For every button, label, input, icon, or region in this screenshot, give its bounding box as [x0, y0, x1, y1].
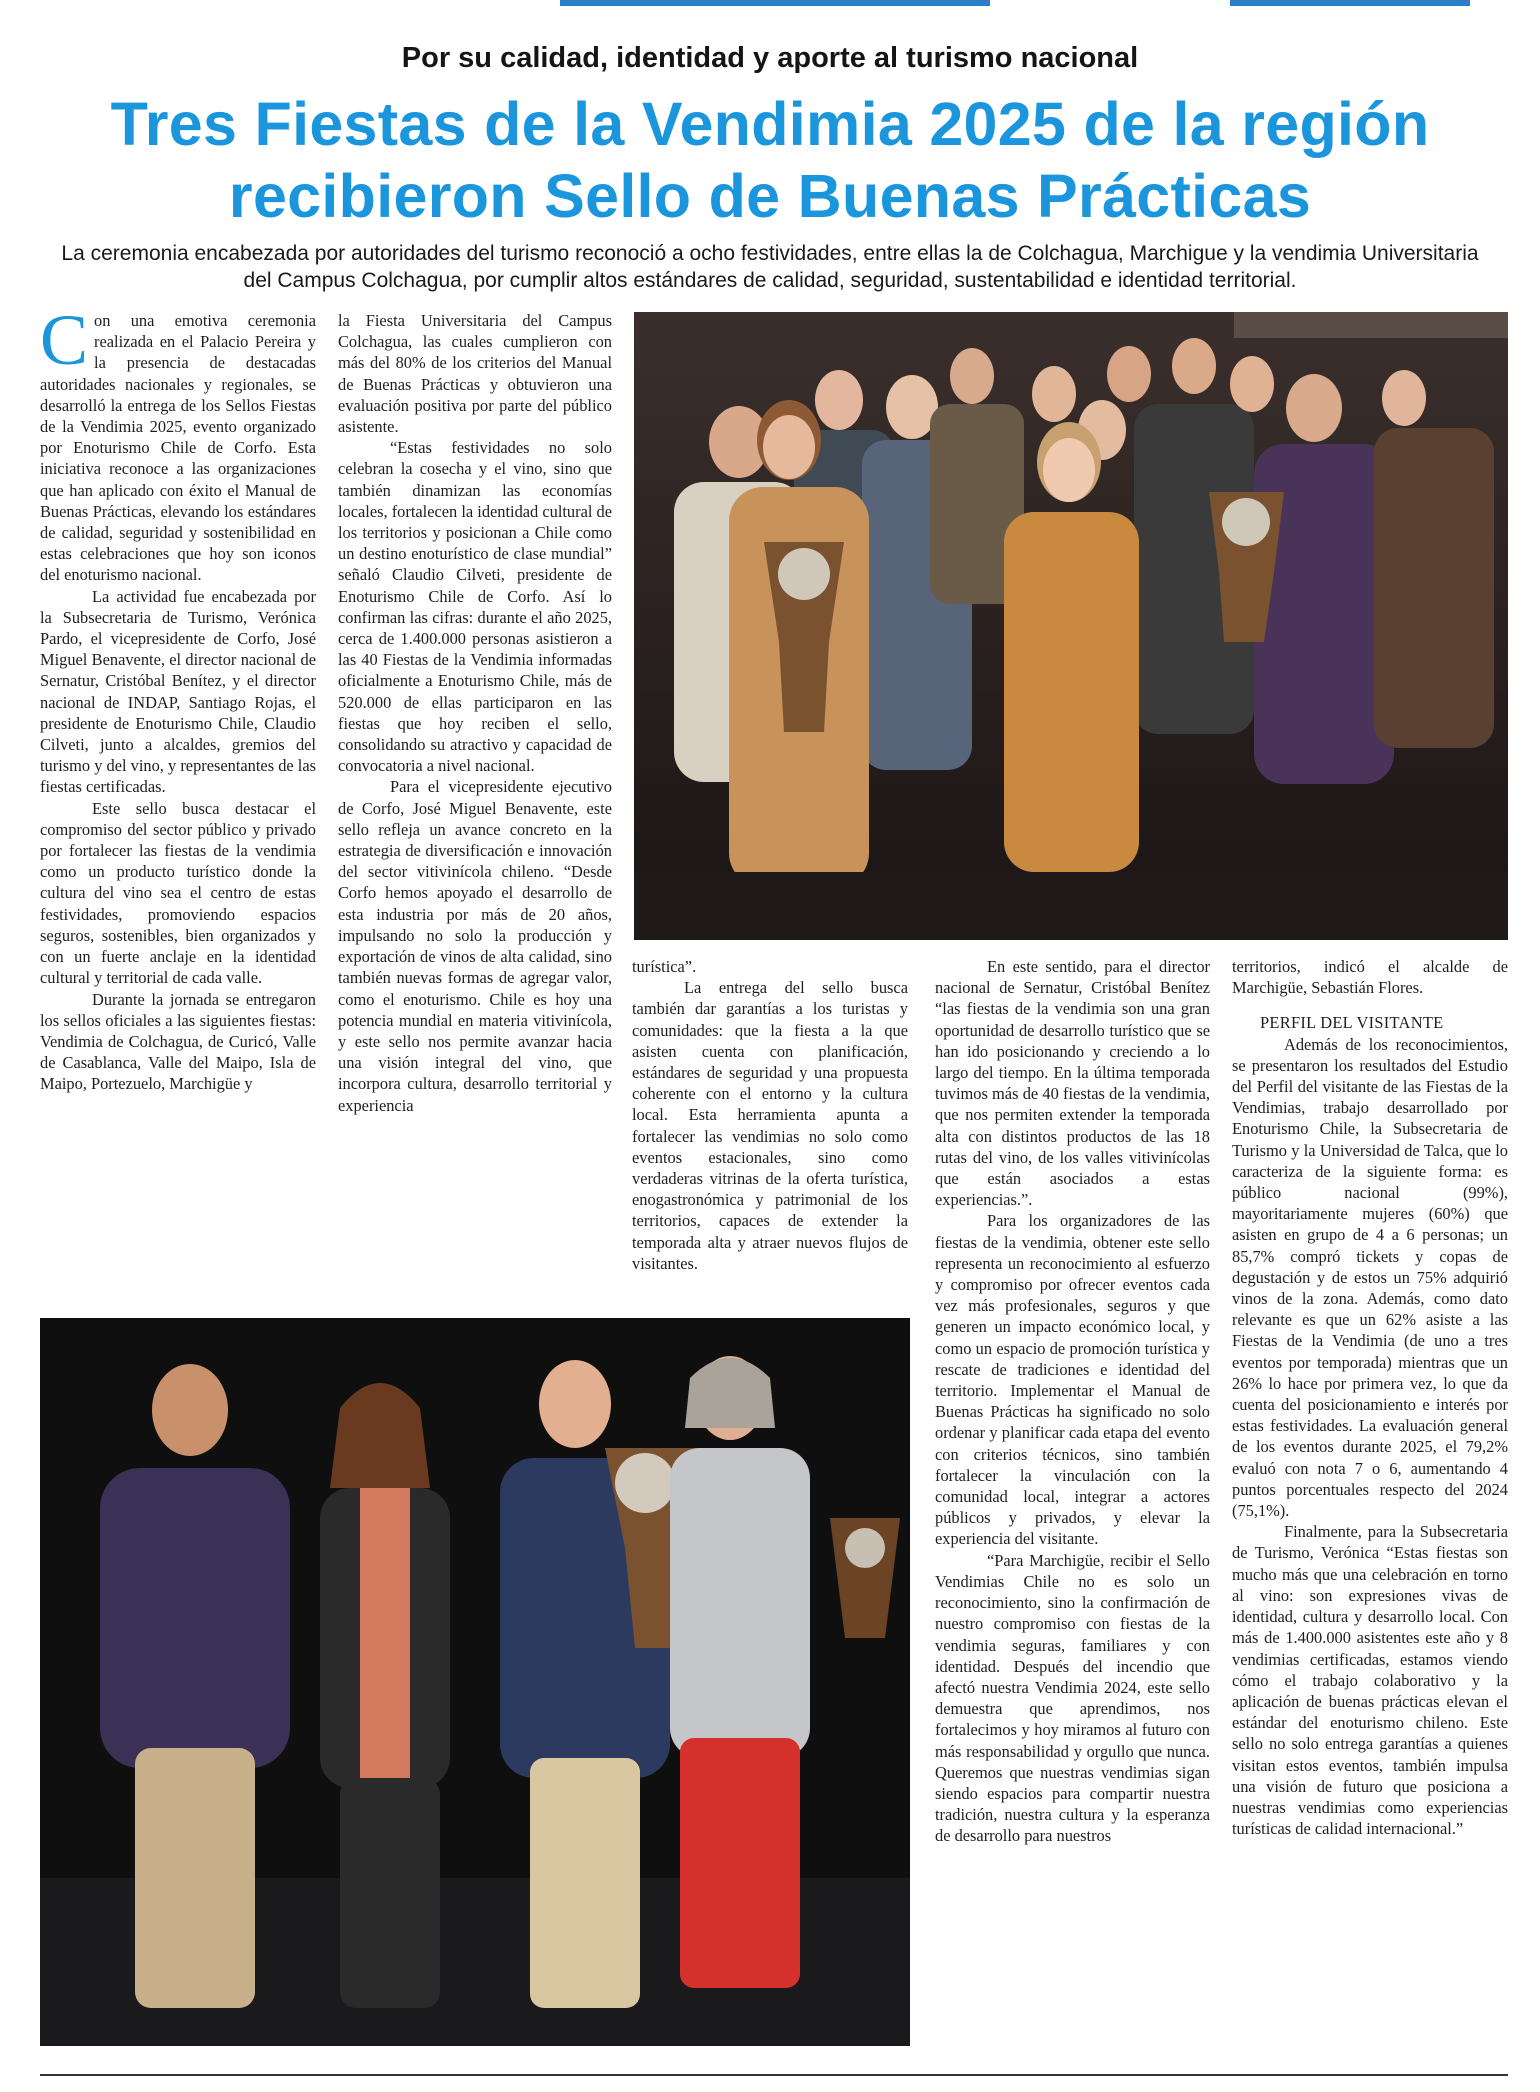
headline [20, 88, 1520, 232]
section-heading: PERFIL DEL VISITANTE [1260, 1013, 1444, 1033]
paragraph: En este sentido, para el director nacional de Sernatur, Cristóbal Benítez “las fiestas de la vendimia son una gran oportunidad de desarrollo turístico que se han ido posicionando y creciendo a lo largo del tiempo. En la última temporada tuvimos más de 40 fiestas de la vendimia, que nos permiten extender la temporada alta con distintos productos de las 18 rutas del vino, de los valles vitivinícolas que están asociados a estas experiencias.”. [935, 957, 1210, 1210]
article-column-2 [338, 310, 612, 1116]
group-photo-illustration [634, 312, 1508, 940]
article-column-4 [935, 956, 1210, 1847]
paragraph: Con una emotiva ceremonia realizada en el Palacio Pereira y la presencia de destacadas autoridades nacionales y regionales, se desarrolló la entrega de los Sellos Fiestas de la Vendimia 2025, evento organizado por Enoturismo Chile de Corfo. Esta iniciativa reconoce a las organizaciones que han aplicado con éxito el Manual de Buenas Prácticas, elevando los estándares de calidad, seguridad y sostenibilidad en estas celebraciones que hoy son iconos del enoturismo nacional. [40, 300, 316, 585]
paragraph: Durante la jornada se entregaron los sellos oficiales a las siguientes fiestas: Vendimia de Colchagua, de Curicó, Valle de Casablanca, Valle del Maipo, Isla de Maipo, Portezuelo, Marchigüe y [40, 989, 316, 1094]
paragraph: Además de los reconocimientos, se presentaron los resultados del Estudio del Perfil del visitante de las Fiestas de la Vendimias, trabajo desarrollado por Enoturismo Chile, la Subsecretaria de Turismo y la Universidad de Talca, que lo caracteriza de la siguiente forma: es público nacional (99%), mayoritariamente mujeres (60%) que asisten en grupo de 4 a 6 personas; un 85,7% compró tickets y copas de degustación y de estos un 75% adquirió vinos de la zona. Además, como dato relevante es que un 62% asiste a las Fiestas de la Vendimia (de uno a tres eventos por temporada) mientras que un 26% lo hace por primera vez, lo que da cuenta del posicionamiento e interés por estas festividades. La evaluación general de los eventos durante 2025, el 79,2% evaluó con nota 7 o 6, aumentando 4 puntos porcentuales respecto del 2024 (75,1%). [1232, 1034, 1508, 1521]
award-photo-illustration [40, 1318, 910, 2046]
paragraph: territorios, indicó el alcalde de Marchigüe, Sebastián Flores. [1232, 957, 1508, 998]
kicker: Por su calidad, identidad y aporte al turismo nacional [401, 42, 1139, 74]
paragraph: La entrega del sello busca también dar garantías a los turistas y comunidades: que la fiesta a la que asisten cuenta con planificación, estándares de seguridad y una propuesta coherente con el entorno y la cultura local. Esta herramienta apunta a fortalecer las vendimias no solo como eventos estacionales, sino como verdaderas vitrinas de la oferta turística, enogastronómica y patrimonial de los territorios, capaces de extender la temporada alta y atraer nuevos flujos de visitantes. [632, 978, 908, 1273]
paragraph: Este sello busca destacar el compromiso del sector público y privado por fortalecer las fiestas de la vendimia como un producto turístico donde la cultura del vino sea el centro de estas festividades, promoviendo espacios seguros, sostenibles, bien organizados y con un fuerte anclaje en la identidad cultural y territorial de cada valle. [40, 798, 316, 988]
section-tab [560, 0, 990, 6]
paragraph: Para el vicepresidente ejecutivo de Corfo, José Miguel Benavente, este sello refleja un avance concreto en la estrategia de diversificación e innovación del sector vitivinícola chileno. “Desde Corfo hemos apoyado el desarrollo de esta industria por más de 20 años, impulsando no solo la producción y exportación de vinos de alta calidad, sino también nuevas formas de agregar valor, como el enoturismo. Chile es hoy una potencia mundial en materia vitivinícola, y este sello nos permite avanzar hacia una visión integral del vino, que incorpora cultura, desarrollo territorial y experiencia [338, 777, 612, 1115]
section-tab [1230, 0, 1470, 6]
paragraph: Finalmente, para la Subsecretaria de Turismo, Verónica “Estas fiestas son mucho más que una celebración en torno al vino: son expresiones vivas de identidad, cultura y desarrollo local. Con más de 1.400.000 asistentes este año y 8 vendimias certificadas, estamos viendo cómo el trabajo colaborativo y la aplicación de buenas prácticas elevan el estándar del enoturismo chileno. Este sello no solo entrega garantías a quienes visitan estos eventos, también impulsa una visión de futuro que posiciona a nuestras vendimias como experiencias turísticas de calidad internacional.” [1232, 1522, 1508, 1839]
paragraph: “Estas festividades no solo celebran la cosecha y el vino, sino que también dinamizan las economías locales, fortalecen la identidad cultural de los territorios y posicionan a Chile como un destino enoturístico de clase mundial” señaló Claudio Cilveti, presidente de Enoturismo Chile de Corfo. Así lo confirman las cifras: durante el año 2025, cerca de 1.400.000 personas asistieron a las 40 Fiestas de la Vendimia informadas oficialmente a Enoturismo Chile, más de 520.000 de ellas participaron en las fiestas que hoy reciben el sello, consolidando su atractivo y capacidad de convocatoria a nivel nacional. [338, 438, 612, 776]
paragraph: La actividad fue encabezada por la Subsecretaria de Turismo, Verónica Pardo, el vicepresidente de Corfo, José Miguel Benavente, el director nacional de Sernatur, Cristóbal Benítez, y el director nacional de INDAP, Santiago Rojas, el presidente de Enoturismo Chile, Claudio Cilveti, junto a alcaldes, gremios del turismo y del vino, y representantes de las fiestas certificadas. [40, 586, 316, 797]
deck-summary: La ceremonia encabezada por autoridades del turismo reconoció a ocho festividades, entre ellas la de Colchagua, Marchigue y la vendimia Universitaria del Campus Colchagua, por cumplir altos estándares de calidad, seguridad, sustentabilidad e identidad territorial. [61, 242, 1479, 292]
article-column-5 [1232, 956, 1508, 1839]
article-column-1 [40, 300, 316, 1095]
group-photo [634, 312, 1508, 940]
headline-line-2: recibieron Sello de Buenas Prácticas [228, 162, 1312, 230]
drop-cap: C [40, 300, 89, 380]
article-column-3 [632, 956, 908, 1274]
bottom-rule [40, 2074, 1508, 2076]
paragraph: turística”. [632, 957, 697, 976]
award-photo [40, 1318, 910, 2046]
paragraph: la Fiesta Universitaria del Campus Colchagua, las cuales cumplieron con más del 80% de los criterios del Manual de Buenas Prácticas y obtuvieron una evaluación positiva por parte del público asistente. [338, 311, 612, 437]
headline-line-1: Tres Fiestas de la Vendimia 2025 de la región [110, 90, 1430, 158]
top-bar [0, 0, 1540, 10]
paragraph: Para los organizadores de las fiestas de la vendimia, obtener este sello representa un reconocimiento al esfuerzo y compromiso por ofrecer eventos cada vez más profesionales, seguros y que generen un impacto económico local, y como un espacio de promoción turística y rescate de tradiciones e identidad del territorio. Implementar el Manual de Buenas Prácticas ha significado no solo ordenar y planificar cada etapa del evento con criterios técnicos, sino también fortalecer la vinculación con la comunidad local, integrar a actores públicos y privados, y elevar la experiencia del visitante. [935, 1211, 1210, 1549]
paragraph: “Para Marchigüe, recibir el Sello Vendimias Chile no es solo un reconocimiento, sino la confirmación de nuestro compromiso con fiestas de la vendimia seguras, familiares y con identidad. Después del incendio que afectó nuestra Vendimia 2024, este sello demuestra que aprendimos, nos fortalecimos y hoy miramos al futuro con más responsabilidad y orgullo que nunca. Queremos que nuestras vendimias sigan siendo espacios para compartir nuestra tradición, nuestra cultura y la esperanza de desarrollo para nuestros [935, 1550, 1210, 1846]
